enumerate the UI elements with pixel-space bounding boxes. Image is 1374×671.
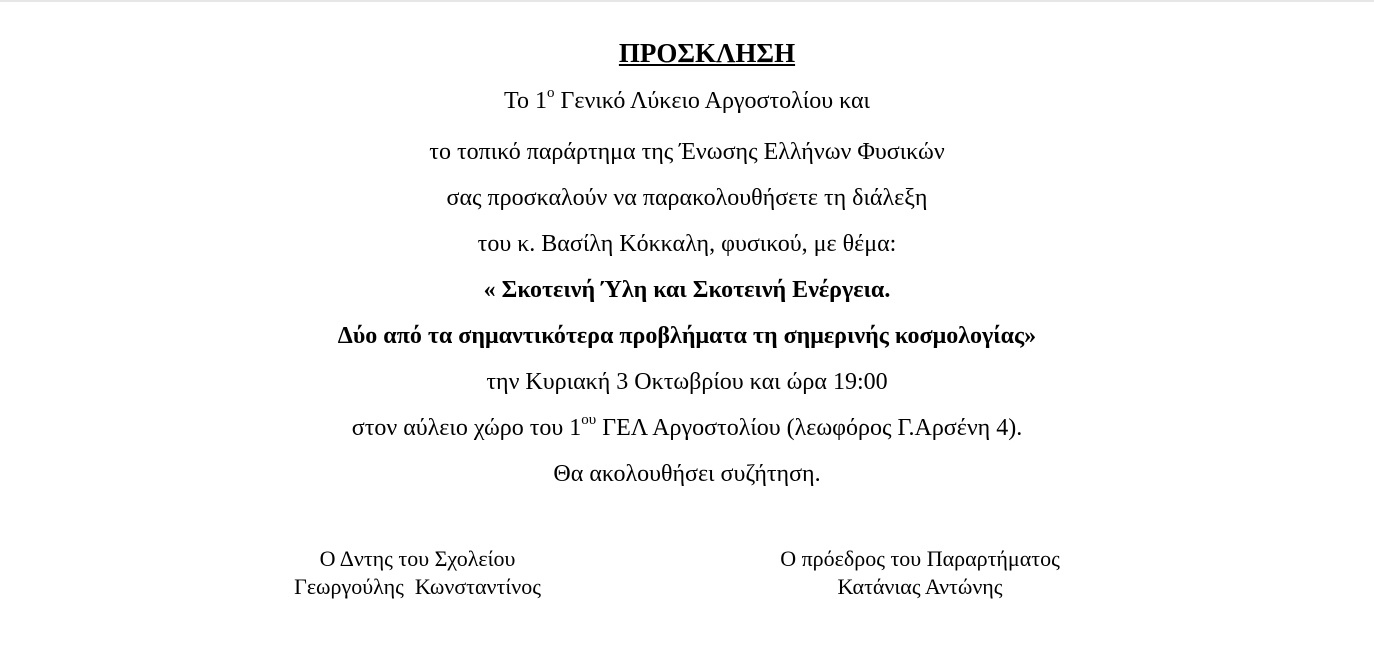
place-line-post: ΓΕΛ Αργοστολίου (λεωφόρος Γ.Αρσένη 4).: [596, 415, 1023, 441]
signature-president-name: Κατάνιας Αντώνης: [837, 574, 1003, 599]
topic-line-2: Δύο από τα σημαντικότερα προβλήματα τη σημερινής κοσμολογίας»: [337, 323, 1037, 349]
topic-line-1: « Σκοτεινή Ύλη και Σκοτεινή Ενέργεια.: [483, 277, 891, 303]
signature-principal-name: Γεωργούλης Κωνσταντίνος: [294, 574, 541, 599]
top-divider: [0, 0, 1374, 2]
signature-president-role: Ο πρόεδρος του Παραρτήματος: [780, 546, 1060, 571]
intro-line-post: Γενικό Λύκειο Αργοστολίου και: [554, 88, 870, 114]
signature-principal: [240, 545, 595, 601]
association-line: το τοπικό παράρτημα της Ένωσης Ελλήνων Φυσικών: [429, 139, 945, 165]
place-line-sup: ου: [581, 412, 597, 428]
closing-line: Θα ακολουθήσει συζήτηση.: [553, 461, 821, 487]
intro-line-pre: Το 1: [504, 88, 548, 114]
place-line-pre: στον αύλειο χώρο του 1: [351, 415, 582, 441]
invitation-title: ΠΡΟΣΚΛΗΣΗ: [618, 38, 796, 68]
invite-line: σας προσκαλούν να παρακολουθήσετε τη διάλεξη: [446, 185, 928, 211]
intro-line-sup: ο: [547, 85, 555, 101]
invitation-body: [0, 33, 1374, 497]
signature-principal-role: Ο Δντης του Σχολείου: [319, 546, 516, 571]
date-line: την Κυριακή 3 Οκτωβρίου και ώρα 19:00: [486, 369, 888, 395]
signature-president: [740, 545, 1100, 601]
speaker-line: του κ. Βασίλη Κόκκαλη, φυσικού, με θέμα:: [477, 231, 897, 257]
place-line: [0, 405, 1374, 451]
intro-line: [0, 73, 1374, 129]
